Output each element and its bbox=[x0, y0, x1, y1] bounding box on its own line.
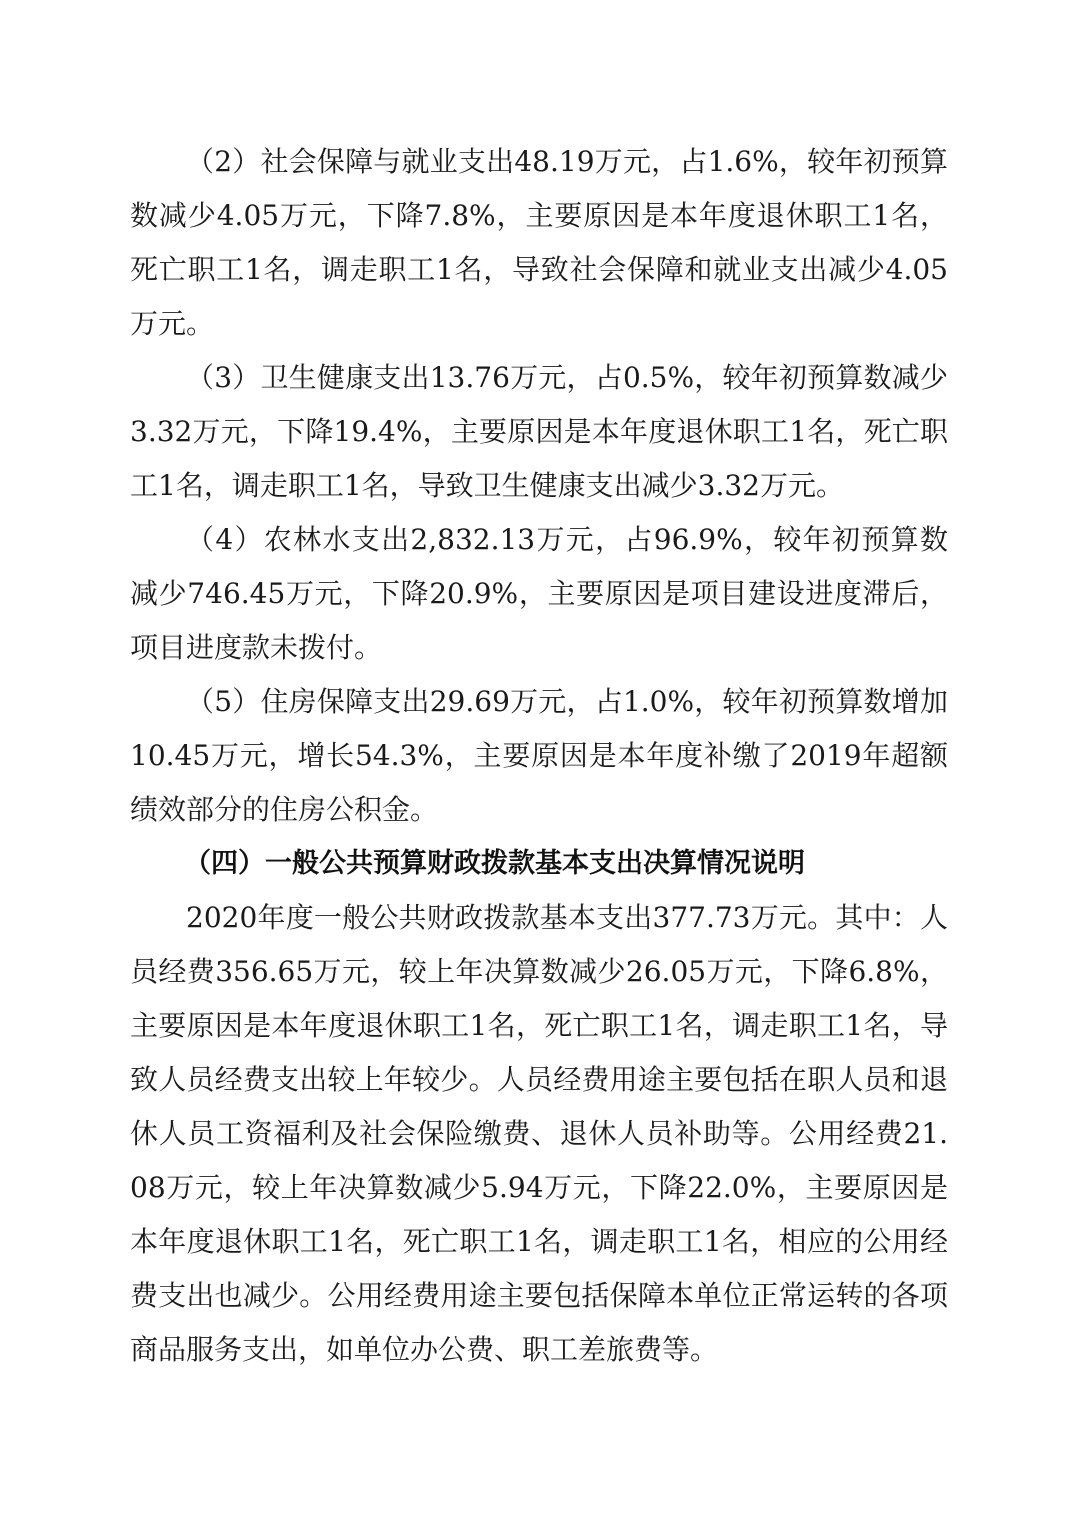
paragraph-agriculture: （4）农林水支出2,832.13万元，占96.9%，较年初预算数减少746.45万元，下降20.9%，主要原因是项目建设进度滞后，项目进度款未拨付。 bbox=[130, 523, 948, 664]
paragraph-social-security: （2）社会保障与就业支出48.19万元，占1.6%，较年初预算数减少4.05万元，下降7.8%，主要原因是本年度退休职工1名，死亡职工1名，调走职工1名，导致社会保障和就业支出减少4.05万元。 bbox=[130, 145, 948, 340]
paragraph-basic-expenditure: 2020年度一般公共财政拨款基本支出377.73万元。其中：人员经费356.65万元，较上年决算数减少26.05万元，下降6.8%，主要原因是本年度退休职工1名，死亡职工1名，调走职工1名，导致人员经费支出较上年较少。人员经费用途主要包括在职人员和退休人员工资福利及社会保险缴费、退休人员补助等。公用经费21.08万元，较上年决算数减少5.94万元，下降22.0%，主要原因是本年度退休职工1名，死亡职工1名，调走职工1名，相应的公用经费支出也减少。公用经费用途主要包括保障本单位正常运转的各项商品服务支出，如单位办公费、职工差旅费等。 bbox=[130, 901, 948, 1366]
paragraph-health: （3）卫生健康支出13.76万元，占0.5%，较年初预算数减少3.32万元，下降19.4%，主要原因是本年度退休职工1名，死亡职工1名，调走职工1名，导致卫生健康支出减少3.32万元。 bbox=[130, 361, 948, 502]
document-body bbox=[130, 135, 948, 1377]
paragraph-housing: （5）住房保障支出29.69万元，占1.0%，较年初预算数增加10.45万元，增长54.3%，主要原因是本年度补缴了2019年超额绩效部分的住房公积金。 bbox=[130, 685, 948, 826]
section-heading: （四）一般公共预算财政拨款基本支出决算情况说明 bbox=[184, 848, 805, 879]
